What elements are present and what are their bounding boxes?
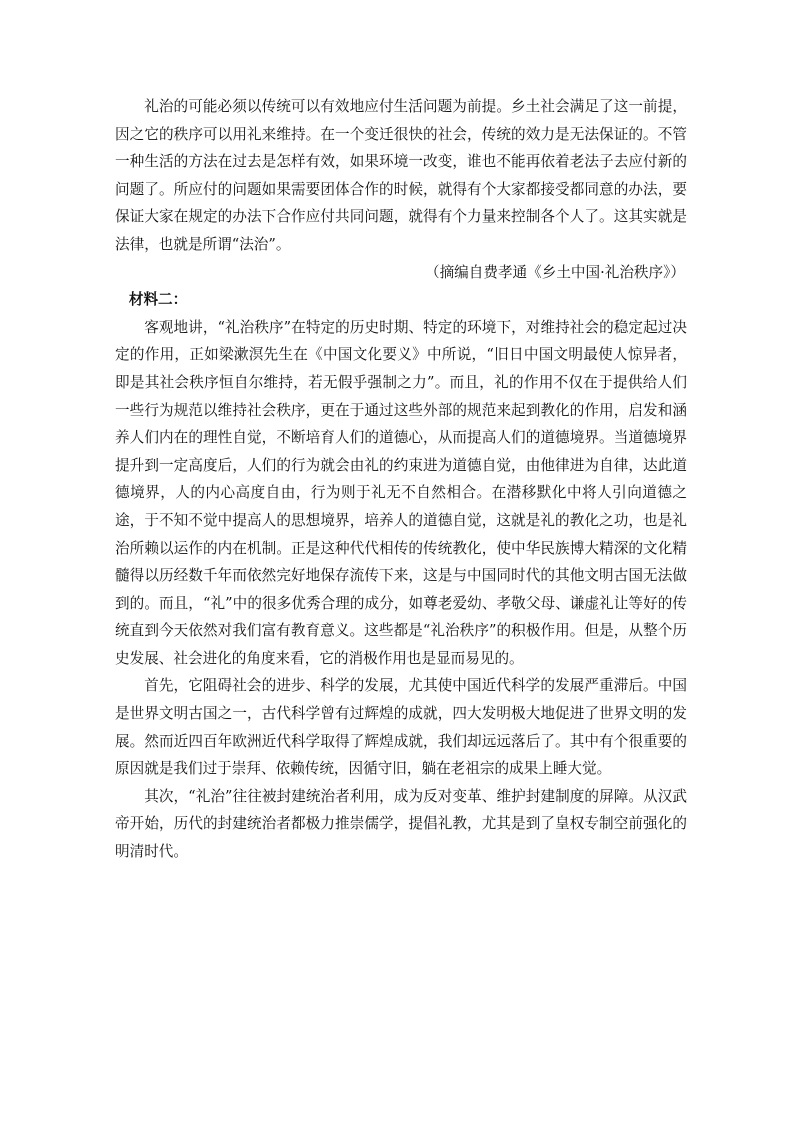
document-page: [115, 93, 687, 866]
paragraph-second-negative: 其次，“礼治”往往被封建统治者利用，成为反对变革、维护封建制度的屏障。从汉武帝开始，历代的封建统治者都极力推崇儒学，提倡礼教，尤其是到了皇权专制空前强化的明清时代。: [115, 787, 687, 861]
source-citation: （摘编自费孝通《乡土中国·礼治秩序》）: [424, 263, 685, 281]
material-two-heading: 材料二：: [128, 291, 188, 309]
paragraph-objective-view: 客观地讲，“礼治秩序”在特定的历史时期、特定的环境下，对维持社会的稳定起过决定的作用，正如梁漱溟先生在《中国文化要义》中所说，“旧日中国文明最使人惊异者，即是其社会秩序恒自尔维持，若无假乎强制之力”。而且，礼的作用不仅在于提供给人们一些行为规范以维持社会秩序，更在于通过这些外部的规范来起到教化的作用，启发和涵养人们内在的理性自觉，不断培育人们的道德心，从而提高人们的道德境界。当道德境界提升到一定高度后，人们的行为就会由礼的约束进为道德自觉，由他律进为自律，达此道德境界，人的内心高度自由，行为则于礼无不自然相合。在潜移默化中将人引向道德之途，于不知不觉中提高人的思想境界，培养人的道德自觉，这就是礼的教化之功，也是礼治所赖以运作的内在机制。正是这种代代相传的传统教化，使中华民族博大精深的文化精髓得以历经数千年而依然完好地保存流传下来，这是与中国同时代的其他文明古国无法做到的。而且，“礼”中的很多优秀合理的成分，如尊老爱幼、孝敬父母、谦虚礼让等好的传统直到今天依然对我们富有教育意义。这些都是“礼治秩序”的积极作用。但是，从整个历史发展、社会进化的角度来看，它的消极作用也是显而易见的。: [115, 318, 687, 667]
paragraph-first-negative: 首先，它阻碍社会的进步、科学的发展，尤其使中国近代科学的发展严重滞后。中国是世界文明古国之一，古代科学曾有过辉煌的成就，四大发明极大地促进了世界文明的发展。然而近四百年欧洲近代科学取得了辉煌成就，我们却远远落后了。其中有个很重要的原因就是我们过于崇拜、依赖传统，因循守旧，躺在老祖宗的成果上睡大觉。: [115, 677, 687, 778]
paragraph-rule-of-rites: 礼治的可能必须以传统可以有效地应付生活问题为前提。乡土社会满足了这一前提，因之它的秩序可以用礼来维持。在一个变迁很快的社会，传统的效力是无法保证的。不管一种生活的方法在过去是怎样有效，如果环境一改变，谁也不能再依着老法子去应付新的问题了。所应付的问题如果需要团体合作的时候，就得有个大家都接受都同意的办法，要保证大家在规定的办法下合作应付共同问题，就得有个力量来控制各个人了。这其实就是法律，也就是所谓“法治”。: [115, 98, 687, 253]
